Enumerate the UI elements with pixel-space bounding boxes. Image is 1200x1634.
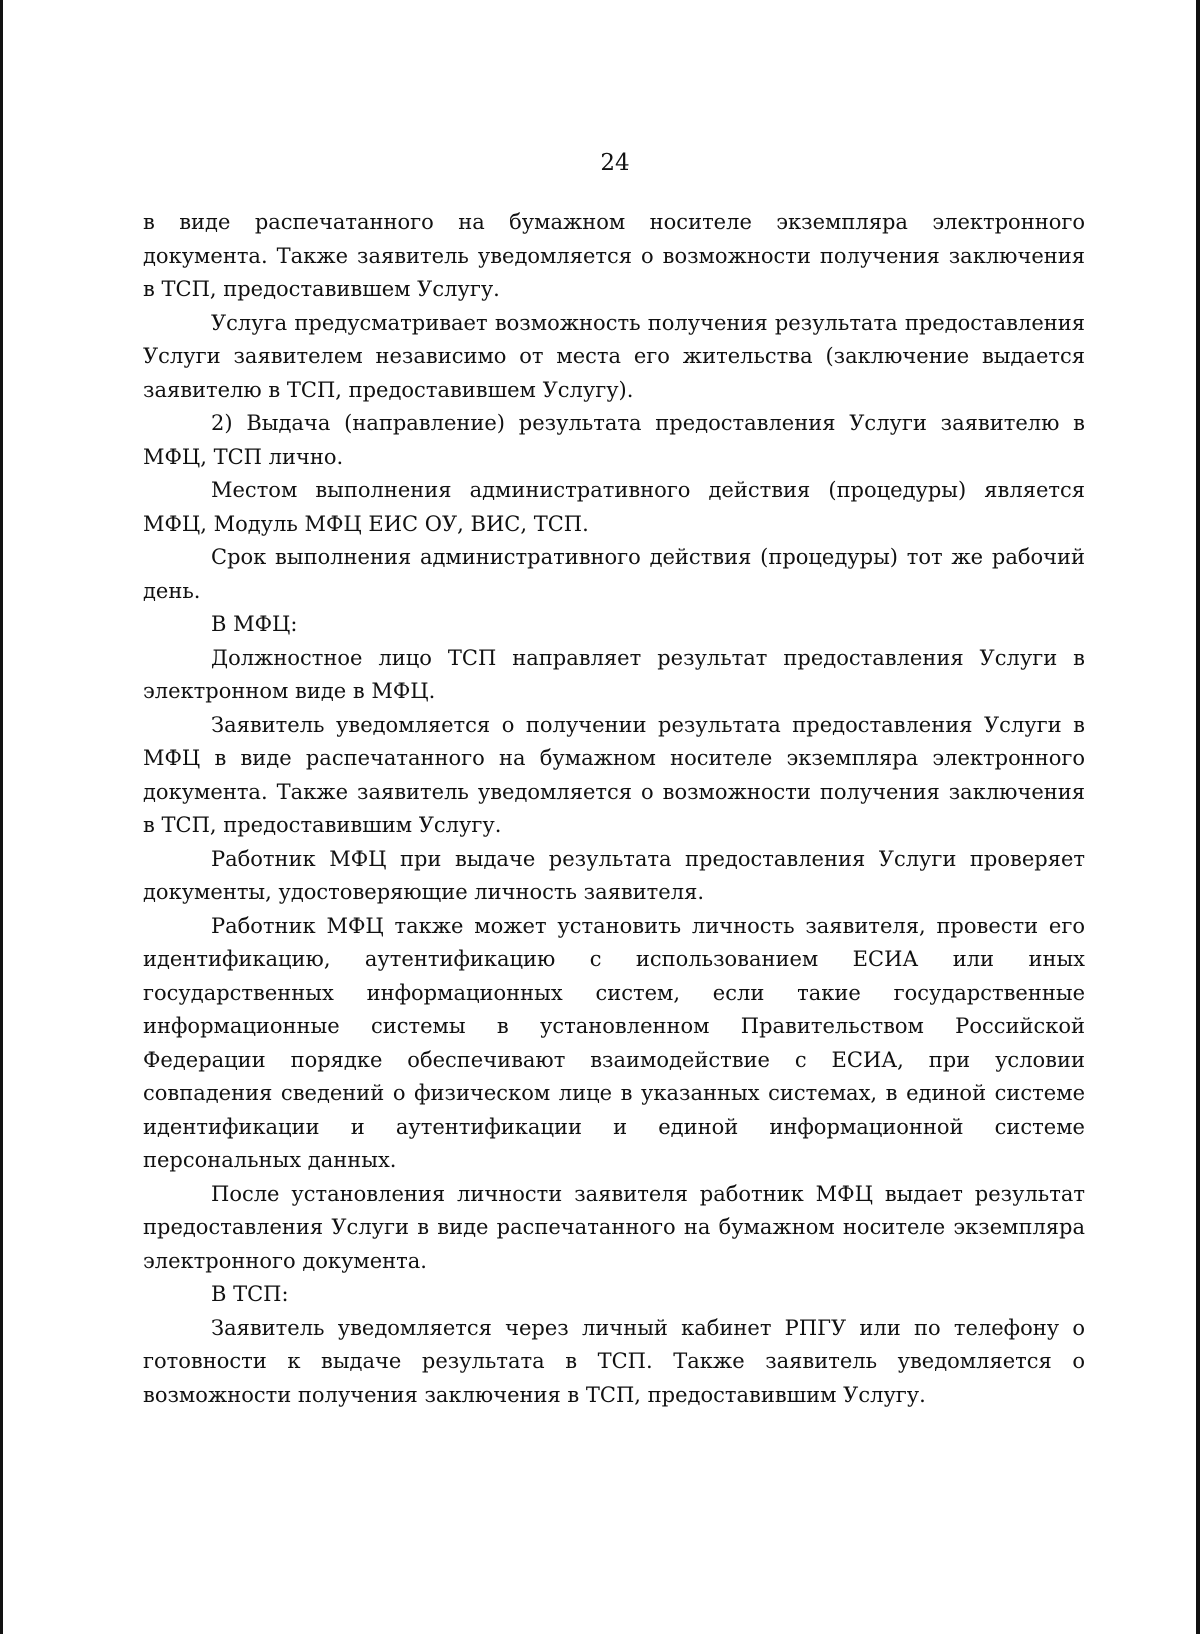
- paragraph: Местом выполнения административного действия (процедуры) является МФЦ, Модуль МФЦ ЕИС ОУ, ВИС, ТСП.: [143, 478, 1085, 536]
- section-heading-mfc: В МФЦ:: [211, 612, 298, 636]
- paragraph: Заявитель уведомляется через личный кабинет РПГУ или по телефону о готовности к выдаче результата в ТСП. Также заявитель уведомляется о возможности получения заключения в ТСП, предоставившим Услугу.: [143, 1315, 1085, 1407]
- scan-edge-left: [0, 0, 3, 1634]
- paragraph: Работник МФЦ также может установить личность заявителя, провести его идентификацию, аутентификацию с использованием ЕСИА или иных государственных информационных систем, если такие государственные информационные системы в установленном Правительством Российской Федерации порядке обеспечивают взаимодействие с ЕСИА, при условии совпадения сведений о физическом лице в указанных системах, в единой системе идентификации и аутентификации и единой информационной системе персональных данных.: [143, 913, 1085, 1172]
- paragraph: Работник МФЦ при выдаче результата предоставления Услуги проверяет документы, удостоверяющие личность заявителя.: [143, 846, 1085, 904]
- section-heading-tsp: В ТСП:: [211, 1282, 289, 1306]
- paragraph: 2) Выдача (направление) результата предоставления Услуги заявителю в МФЦ, ТСП лично.: [143, 411, 1085, 469]
- paragraph: Должностное лицо ТСП направляет результат предоставления Услуги в электронном виде в МФЦ.: [143, 645, 1085, 703]
- document-body: [143, 206, 1085, 1412]
- paragraph: После установления личности заявителя работник МФЦ выдает результат предоставления Услуги в виде распечатанного на бумажном носителе экземпляра электронного документа.: [143, 1181, 1085, 1273]
- paragraph: Услуга предусматривает возможность получения результата предоставления Услуги заявителем независимо от места его жительства (заключение выдается заявителю в ТСП, предоставившем Услугу).: [143, 310, 1085, 402]
- paragraph-continuation: в виде распечатанного на бумажном носителе экземпляра электронного документа. Также заявитель уведомляется о возможности получения заключения в ТСП, предоставившем Услугу.: [143, 210, 1085, 301]
- page-number: 24: [600, 150, 630, 176]
- paragraph: Заявитель уведомляется о получении результата предоставления Услуги в МФЦ в виде распечатанного на бумажном носителе экземпляра электронного документа. Также заявитель уведомляется о возможности получения заключения в ТСП, предоставившим Услугу.: [143, 712, 1085, 837]
- paragraph: Срок выполнения административного действия (процедуры) тот же рабочий день.: [143, 545, 1085, 603]
- scan-edge-right: [1196, 0, 1200, 1634]
